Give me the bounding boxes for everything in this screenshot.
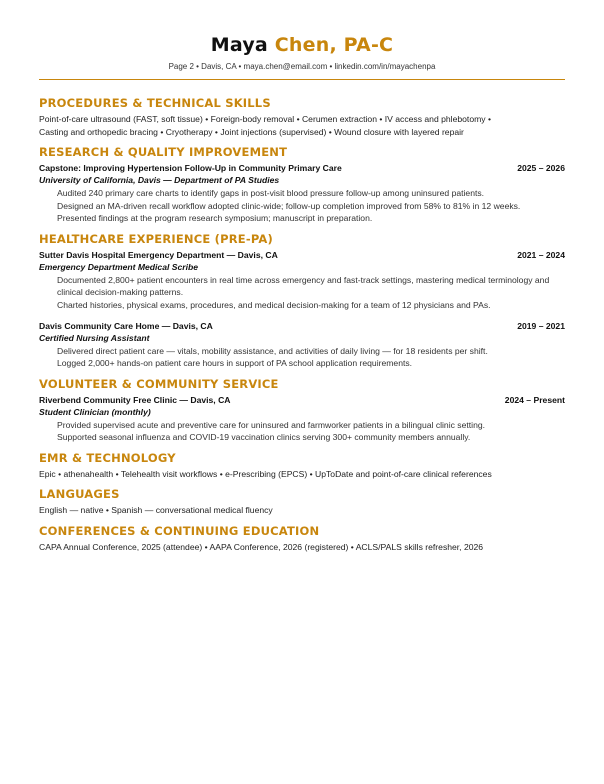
- entry-dates: 2025 – 2026: [517, 163, 565, 173]
- procedures-line: Casting and orthopedic bracing • Cryotherapy • Joint injections (supervised) • Wound closure with layered repair: [39, 126, 464, 137]
- name-rest: Chen, PA-C: [274, 34, 394, 56]
- languages-text: English — native • Spanish — conversational medical fluency: [39, 505, 273, 516]
- bullet-item: Designed an MA-driven recall workflow adopted clinic-wide; follow-up completion improved from 58% to 81% in 12 weeks.: [57, 200, 521, 211]
- contact-line: Page 2 • Davis, CA • maya.chen@email.com • linkedin.com/in/mayachenpa: [168, 62, 436, 71]
- section-title-procedures: PROCEDURES & TECHNICAL SKILLS: [39, 96, 271, 110]
- section-title-conferences: CONFERENCES & CONTINUING EDUCATION: [39, 523, 320, 538]
- conferences-text: CAPA Annual Conference, 2025 (attendee) • AAPA Conference, 2026 (registered) • ACLS/PALS skills refresher, 2026: [39, 541, 484, 552]
- section-title-languages: LANGUAGES: [39, 487, 120, 502]
- healthcare-entry: [39, 249, 565, 312]
- name-first: Maya: [210, 34, 268, 56]
- entry-bullets: [57, 419, 565, 444]
- entry-bullets: [57, 187, 565, 225]
- entry-header: [39, 320, 565, 332]
- entry-subtitle: University of California, Davis — Department of PA Studies: [39, 175, 280, 185]
- bullet-item: Presented findings at the program research symposium; manuscript in preparation.: [57, 213, 373, 224]
- entry-dates: 2024 – Present: [504, 394, 565, 405]
- bullet-item: Delivered direct patient care — vitals, mobility assistance, and activities of daily living — for 18 residents per shift.: [57, 345, 488, 356]
- resume-header: [0, 0, 604, 72]
- section-title-volunteer: VOLUNTEER & COMMUNITY SERVICE: [39, 376, 279, 391]
- header-divider: [39, 79, 565, 80]
- healthcare-entry: [39, 320, 565, 370]
- entry-bullets: [57, 345, 565, 370]
- entry-dates: 2019 – 2021: [517, 320, 565, 331]
- candidate-name: [0, 34, 604, 56]
- entry-header: [39, 249, 565, 261]
- entry-title: Davis Community Care Home — Davis, CA: [39, 320, 213, 331]
- section-title-research: RESEARCH & QUALITY IMPROVEMENT: [39, 145, 288, 159]
- resume-body: [39, 89, 565, 553]
- research-entry: [39, 162, 565, 225]
- entry-subtitle: Certified Nursing Assistant: [39, 332, 150, 343]
- entry-header: [39, 162, 565, 174]
- entry-title: Riverbend Community Free Clinic — Davis, CA: [39, 394, 231, 405]
- section-title-emr: EMR & TECHNOLOGY: [39, 450, 176, 465]
- bullet-item: Documented 2,800+ patient encounters in real time across emergency and fast-track settings, mastering medical terminology and clinical decision-making patterns.: [57, 274, 550, 298]
- procedures-line: Point-of-care ultrasound (FAST, soft tissue) • Foreign-body removal • Cerumen extraction • IV access and phlebotomy •: [39, 114, 491, 124]
- entry-dates: 2021 – 2024: [517, 249, 565, 260]
- emr-text: Epic • athenahealth • Telehealth visit workflows • e-Prescribing (EPCS) • UpToDate and point-of-care clinical references: [39, 468, 492, 479]
- entry-bullets: [57, 274, 565, 312]
- entry-header: [39, 394, 565, 406]
- entry-title: Capstone: Improving Hypertension Follow-Up in Community Primary Care: [39, 163, 342, 173]
- bullet-item: Provided supervised acute and preventive care for uninsured and farmworker patients in a bilingual clinic setting.: [57, 419, 486, 430]
- entry-subtitle: Student Clinician (monthly): [39, 406, 151, 417]
- volunteer-entry: [39, 394, 565, 444]
- entry-subtitle: Emergency Department Medical Scribe: [39, 261, 199, 272]
- bullet-item: Audited 240 primary care charts to identify gaps in post-visit blood pressure follow-up among uninsured patients.: [57, 188, 485, 198]
- bullet-item: Supported seasonal influenza and COVID-19 vaccination clinics serving 300+ community members annually.: [57, 432, 471, 443]
- section-title-healthcare: HEALTHCARE EXPERIENCE (PRE-PA): [39, 231, 273, 246]
- bullet-item: Charted histories, physical exams, procedures, and medical decision-making for a team of 12 physicians and PAs.: [57, 299, 491, 310]
- entry-title: Sutter Davis Hospital Emergency Department — Davis, CA: [39, 249, 278, 260]
- bullet-item: Logged 2,000+ hands-on patient care hours in support of PA school application requirements.: [57, 358, 413, 369]
